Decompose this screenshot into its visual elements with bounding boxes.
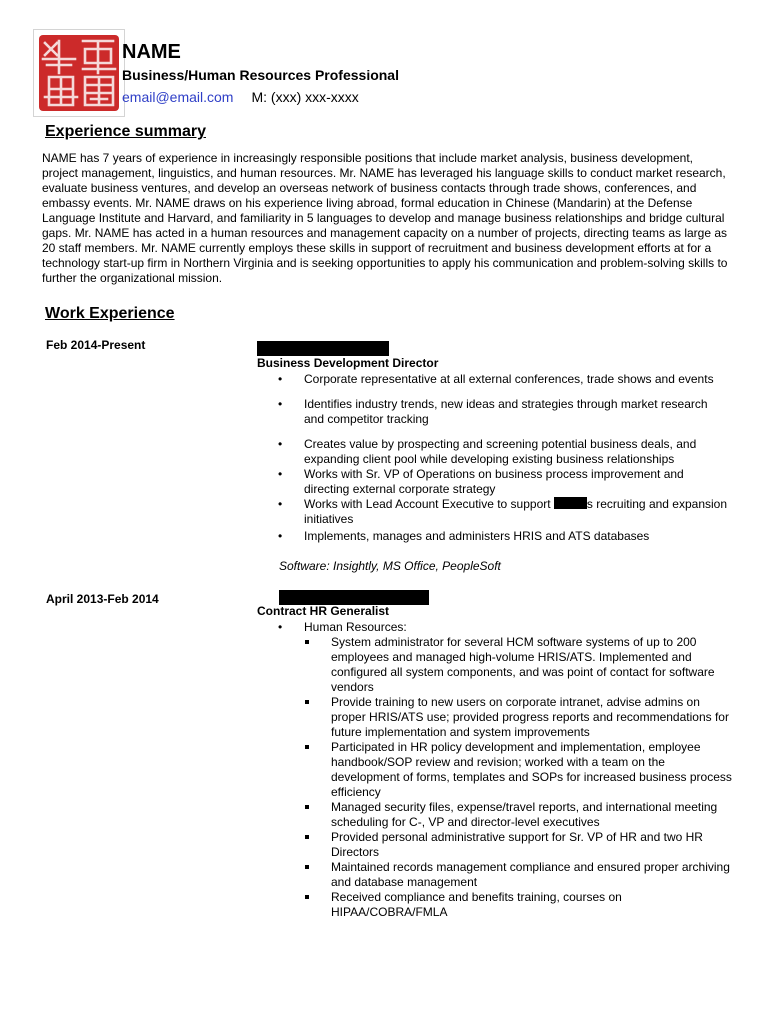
list-item: Provided personal administrative support for Sr. VP of HR and two HR Directors <box>304 830 732 860</box>
list-item: Received compliance and benefits training, courses on HIPAA/COBRA/FMLA <box>304 890 732 920</box>
list-item: Managed security files, expense/travel reports, and international meeting scheduling for C-, VP and director-level executives <box>304 800 732 830</box>
list-item: • Works with Sr. VP of Operations on business process improvement and directing external corporate strategy <box>278 467 684 496</box>
contact-line <box>122 88 359 106</box>
redacted-employer-2 <box>279 590 429 605</box>
phone-number: M: (xxx) xxx-xxxx <box>251 89 359 105</box>
list-item: • Identifies industry trends, new ideas and strategies through market research and competitor tracking <box>278 397 708 426</box>
list-item: Provide training to new users on corporate intranet, advise admins on proper HRIS/ATS use; provided progress reports and recommendations for future implementation and system improvements <box>304 695 732 740</box>
list-item: System administrator for several HCM software systems of up to 200 employees and managed high-volume HRIS/ATS. Implemented and configured all system components, and was point of contact for software vendors <box>304 635 732 695</box>
list-item: • Works with Lead Account Executive to support s recruiting and expansion initiatives <box>278 497 728 526</box>
candidate-subtitle: Business/Human Resources Professional <box>122 67 399 83</box>
redacted-company-inline <box>554 497 587 509</box>
list-item: Maintained records management compliance and ensured proper archiving and database management <box>304 860 732 890</box>
list-item: Participated in HR policy development and implementation, employee handbook/SOP review and revision; worked with a team on the development of forms, templates and SOPs for increased business process efficiency <box>304 740 732 800</box>
job-1-title: Business Development Director <box>257 356 439 370</box>
job-2-title: Contract HR Generalist <box>257 604 390 618</box>
list-item: • Corporate representative at all external conferences, trade shows and events <box>278 372 714 386</box>
work-experience-heading: Work Experience <box>45 305 175 322</box>
job-1-bullets <box>257 372 727 544</box>
summary-heading: Experience summary <box>45 123 206 140</box>
redacted-employer-1 <box>257 341 389 356</box>
email-link[interactable]: email@email.com <box>122 89 234 105</box>
list-item: • Creates value by prospecting and screening potential business deals, and expanding client pool while developing existing business relationships <box>278 437 697 466</box>
seal-logo <box>33 29 125 117</box>
job-2-bullets <box>304 635 732 920</box>
job-2-group-heading: • Human Resources: <box>278 620 407 634</box>
candidate-name: NAME <box>122 41 181 63</box>
job-1-software: Software: Insightly, MS Office, PeopleSoft <box>279 559 501 573</box>
summary-paragraph: NAME has 7 years of experience in increasingly responsible positions that include market analysis, business development, project management, linguistics, and human resources. Mr. NAME has leveraged his language skills to conduct market research, evaluate business ventures, and develop an overseas network of business contacts through trade shows, conferences, and embassy events. Mr. NAME draws on his experience living abroad, formal education in Chinese (Mandarin) at the Defense Language Institute and Harvard, and familiarity in 5 languages to develop and manage business relationships and bridge cultural gaps. Mr. NAME has acted in a human resources and management capacity on a number of projects, directing teams as large as 20 staff members. Mr. NAME currently employs these skills in support of recruitment and business development efforts at for a technology start-up firm in Northern Virginia and is seeking opportunities to apply his communication and problem-solving skills to further the organizational mission. <box>42 151 728 285</box>
list-item: • Implements, manages and administers HRIS and ATS databases <box>278 529 650 543</box>
job-2-dates: April 2013-Feb 2014 <box>46 592 159 606</box>
job-1-dates: Feb 2014-Present <box>46 338 146 352</box>
